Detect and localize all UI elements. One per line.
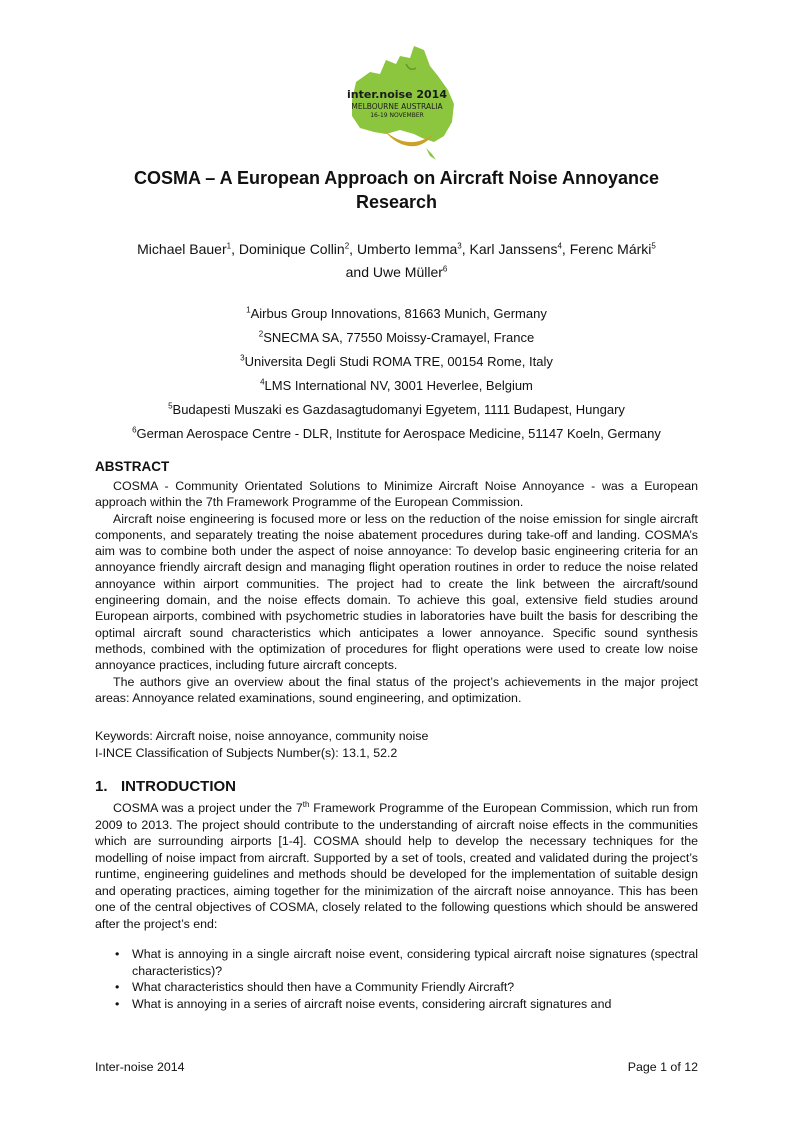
list-item: • What is annoying in a series of aircraft noise events, considering aircraft signatures and xyxy=(115,996,612,1011)
author-line-1 xyxy=(95,238,698,261)
paper-title xyxy=(95,166,698,214)
classification-line: I-INCE Classification of Subjects Number(s): 13.1, 52.2 xyxy=(95,746,398,760)
section-heading-introduction xyxy=(95,778,236,795)
introduction-body xyxy=(95,800,698,932)
bullet-icon: • xyxy=(115,980,120,994)
abstract-paragraph: COSMA - Community Orientated Solutions to Minimize Aircraft Noise Annoyance - was a European approach within the 7th Framework Programme of the European Commission. xyxy=(95,479,698,510)
list-item: • What is annoying in a single aircraft noise event, considering typical aircraft noise signatures (spectral characteristics)? xyxy=(115,947,698,978)
affiliation: $^6$German Aerospace Centre - DLR, Institute for Aerospace Medicine, 51147 Koeln, Germany xyxy=(132,425,661,441)
author: Michael Bauer$^1$, xyxy=(137,241,239,257)
keywords-block xyxy=(95,728,698,762)
affiliation-list xyxy=(60,302,733,446)
conference-logo xyxy=(330,38,464,162)
section-title: INTRODUCTION xyxy=(121,778,236,795)
affiliation: $^2$SNECMA SA, 77550 Moissy-Cramayel, France xyxy=(258,329,535,345)
abstract-body xyxy=(95,478,698,706)
author: Karl Janssens$^4$, xyxy=(469,241,570,257)
author-list xyxy=(95,238,698,284)
title-line-1: COSMA – A European Approach on Aircraft Noise Annoyance xyxy=(133,168,660,188)
author: Ferenc Márki$^5$ xyxy=(569,241,656,257)
abstract-paragraph: The authors give an overview about the final status of the project’s achievements in the major project areas: Annoyance related examinations, sound engineering, and optimization. xyxy=(95,674,698,705)
affiliation: $^3$Universita Degli Studi ROMA TRE, 00154 Rome, Italy xyxy=(240,353,553,369)
author: Dominique Collin$^2$, xyxy=(238,241,357,257)
bullet-icon: • xyxy=(115,996,120,1011)
footer-page-number: Page 1 of 12 xyxy=(627,1060,698,1074)
list-item: • What characteristics should then have a Community Friendly Aircraft? xyxy=(115,980,515,994)
abstract-heading: ABSTRACT xyxy=(95,459,170,474)
logo-location: MELBOURNE AUSTRALIA xyxy=(351,102,443,111)
title-line-2: Research xyxy=(355,192,438,212)
keywords-line: Keywords: Aircraft noise, noise annoyance, community noise xyxy=(95,729,429,743)
author-line-2: and Uwe Müller$^6$ xyxy=(345,264,448,280)
intro-paragraph: COSMA was a project under the 7th Framework Programme of the European Commission, which run from 2009 to 2013. The project should contribute to the understanding of aircraft noise effects in the communities which are surrounding airports [1-4]. COSMA should help to develop the necessary techniques for the modelling of noise impact from aircraft. Supported by a set of tools, created and validated during the project’s runtime, engineering guidelines and methods should be developed for the implementation of suitable design and operating practices, aiming together for the minimization of the aircraft noise annoyance. This has been one of the central objectives of COSMA, closely related to the following questions which should be answered after the project’s end: xyxy=(95,799,698,931)
logo-title: inter.noise 2014 xyxy=(347,88,447,101)
affiliation: $^5$Budapesti Muszaki es Gazdasagtudomanyi Egyetem, 1111 Budapest, Hungary xyxy=(168,401,625,417)
footer-conference: Inter-noise 2014 xyxy=(95,1060,185,1074)
logo-dates: 16-19 NOVEMBER xyxy=(370,112,424,119)
author: Umberto Iemma$^3$, xyxy=(356,241,470,257)
abstract-paragraph: Aircraft noise engineering is focused more or less on the reduction of the noise emission for single aircraft components, and separately treating the noise abatement procedures during take-off and landing. COSMA’s aim was to combine both under the aspect of noise annoyance: To develop basic engineering criteria for an annoyance friendly aircraft design and managing flight operation routines in order to reduce the noise related annoyance within airport communities. The project had to create the link between the aircraft/sound engineering domain, and the noise effects domain. To achieve this goal, extensive field studies around European airports, combined with psychometric studies in laboratories have built the basis for describing the optimal aircraft sound characteristics which anticipates a lower annoyance. Specific sound synthesis methods, combined with the optimization of procedures for flight operations were used to create low noise annoyance practices, including future aircraft concepts. xyxy=(95,511,698,673)
question-list xyxy=(95,946,698,1012)
bullet-icon: • xyxy=(115,947,120,961)
affiliation: $^1$Airbus Group Innovations, 81663 Munich, Germany xyxy=(246,305,547,321)
section-number: 1. xyxy=(95,778,108,795)
affiliation: $^4$LMS International NV, 3001 Heverlee, Belgium xyxy=(260,377,533,393)
